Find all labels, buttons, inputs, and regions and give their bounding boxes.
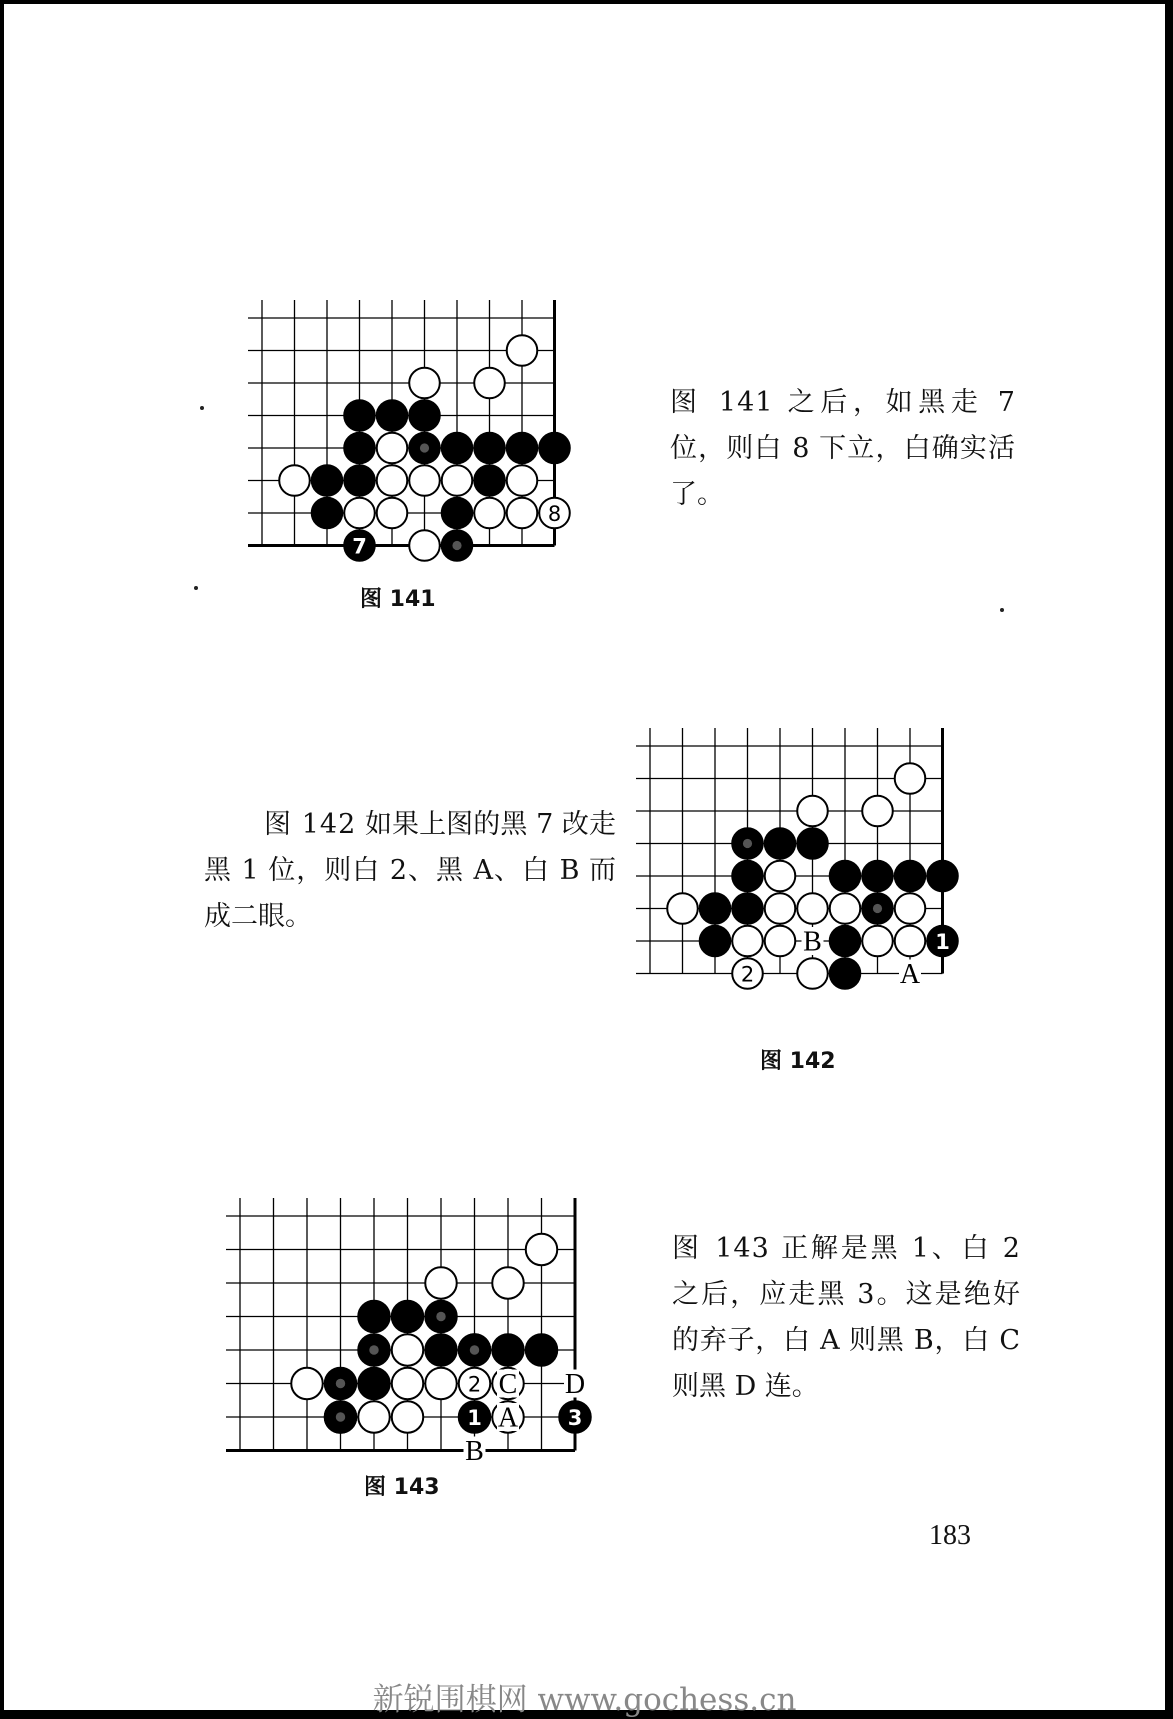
white-stone [279,465,310,496]
point-letter-label: A [899,959,921,990]
black-stone [507,433,538,464]
white-stone [425,1368,456,1399]
white-stone [377,465,408,496]
point-letter-label: B [465,1436,484,1467]
black-stone [862,861,893,892]
figure-ref-143: 图 143 [672,1233,770,1264]
page-number: 183 [929,1520,971,1551]
point-letter-label: A [497,1402,519,1434]
white-stone [507,335,538,366]
figure-caption-142: 图 142 [760,1049,836,1074]
board-svg-142 [632,732,972,1012]
white-stone [425,1267,456,1298]
white-stone [409,368,440,399]
black-stone [392,1301,423,1332]
scan-speck [1000,608,1004,612]
white-stone [492,1267,523,1298]
figure-caption-143: 图 143 [364,1475,440,1500]
figure-text-141 [670,380,1015,518]
white-stone [291,1368,322,1399]
black-stone [358,1301,389,1332]
stone-mark [452,541,461,550]
black-stone [765,828,796,859]
white-stone [732,926,763,957]
black-stone [312,498,343,529]
white-stone [862,796,893,827]
figure-body-142: 如果上图的黑 7 改走黑 1 位，则白 2、黑 A、白 B 而成二眼。 [204,809,616,932]
white-stone [344,498,375,529]
white-stone [442,465,473,496]
black-stone [442,498,473,529]
black-stone [344,400,375,431]
figure-ref-142: 图 142 [264,809,357,840]
black-stone [927,861,958,892]
white-stone [895,893,926,924]
black-stone [425,1334,456,1365]
white-stone [830,893,861,924]
figure-text-143 [672,1226,1020,1410]
black-stone [539,433,570,464]
stone-mark [369,1345,378,1354]
white-stone [765,861,796,892]
stone-number-label: 3 [567,1406,583,1430]
black-stone [358,1368,389,1399]
stone-number-label: 7 [352,534,367,559]
white-stone [409,530,440,561]
point-letter-label: D [564,1369,586,1400]
white-stone [392,1401,423,1432]
point-letter-label: B [803,926,822,958]
white-stone [765,893,796,924]
white-stone [526,1234,557,1265]
white-stone [895,926,926,957]
black-stone [700,893,731,924]
white-stone [507,498,538,529]
figure-ref-141: 图 141 [670,387,774,418]
black-stone [700,926,731,957]
black-stone [492,1334,523,1365]
point-letter-label: C [498,1369,518,1400]
black-stone [830,926,861,957]
black-stone [830,861,861,892]
white-stone [474,498,505,529]
white-stone [667,893,698,924]
black-stone [732,861,763,892]
scan-speck [194,586,198,590]
black-stone [344,433,375,464]
figure-body-143: 正解是黑 1、白 2 之后，应走黑 3。这是绝好的弃子，白 A 则黑 B，白 C 则黑 D 连。 [672,1233,1020,1402]
white-stone [409,465,440,496]
black-stone [344,465,375,496]
black-stone [895,861,926,892]
black-stone [312,465,343,496]
site-footer: 新锐围棋网 www.gochess.cn [372,1682,797,1718]
stone-mark [470,1345,479,1354]
white-stone [358,1401,389,1432]
white-stone [507,465,538,496]
black-stone [474,433,505,464]
white-stone [797,893,828,924]
stone-number-label: 2 [467,1372,482,1397]
stone-mark [436,1312,445,1321]
white-stone [862,926,893,957]
stone-number-label: 1 [467,1406,482,1430]
stone-number-label: 8 [547,502,562,526]
black-stone [442,433,473,464]
figure-body-141: 之后，如黑走 7 位，则白 8 下立，白确实活了。 [670,387,1015,510]
scan-speck [200,406,204,410]
black-stone [377,400,408,431]
go-diagram-141 [242,304,582,584]
white-stone [765,926,796,957]
white-stone [392,1334,423,1365]
stone-mark [743,839,752,848]
black-stone [526,1334,557,1365]
book-page [4,4,1165,1718]
go-diagram-142 [632,732,972,1012]
white-stone [895,763,926,794]
white-stone [474,368,505,399]
black-stone [732,893,763,924]
stone-number-label: 1 [935,930,950,954]
black-stone [797,828,828,859]
stone-mark [420,443,429,452]
white-stone [797,958,828,989]
stone-number-label: 2 [740,962,755,987]
white-stone [392,1368,423,1399]
black-stone [409,400,440,431]
board-svg-141 [242,304,582,584]
white-stone [377,433,408,464]
stone-mark [336,1412,345,1421]
white-stone [377,498,408,529]
stone-mark [336,1379,345,1388]
figure-text-142 [204,802,616,940]
go-diagram-143 [226,1202,596,1492]
white-stone [797,796,828,827]
board-svg-143 [226,1202,596,1492]
figure-caption-141: 图 141 [360,587,436,612]
black-stone [474,465,505,496]
black-stone [830,958,861,989]
stone-mark [873,904,882,913]
